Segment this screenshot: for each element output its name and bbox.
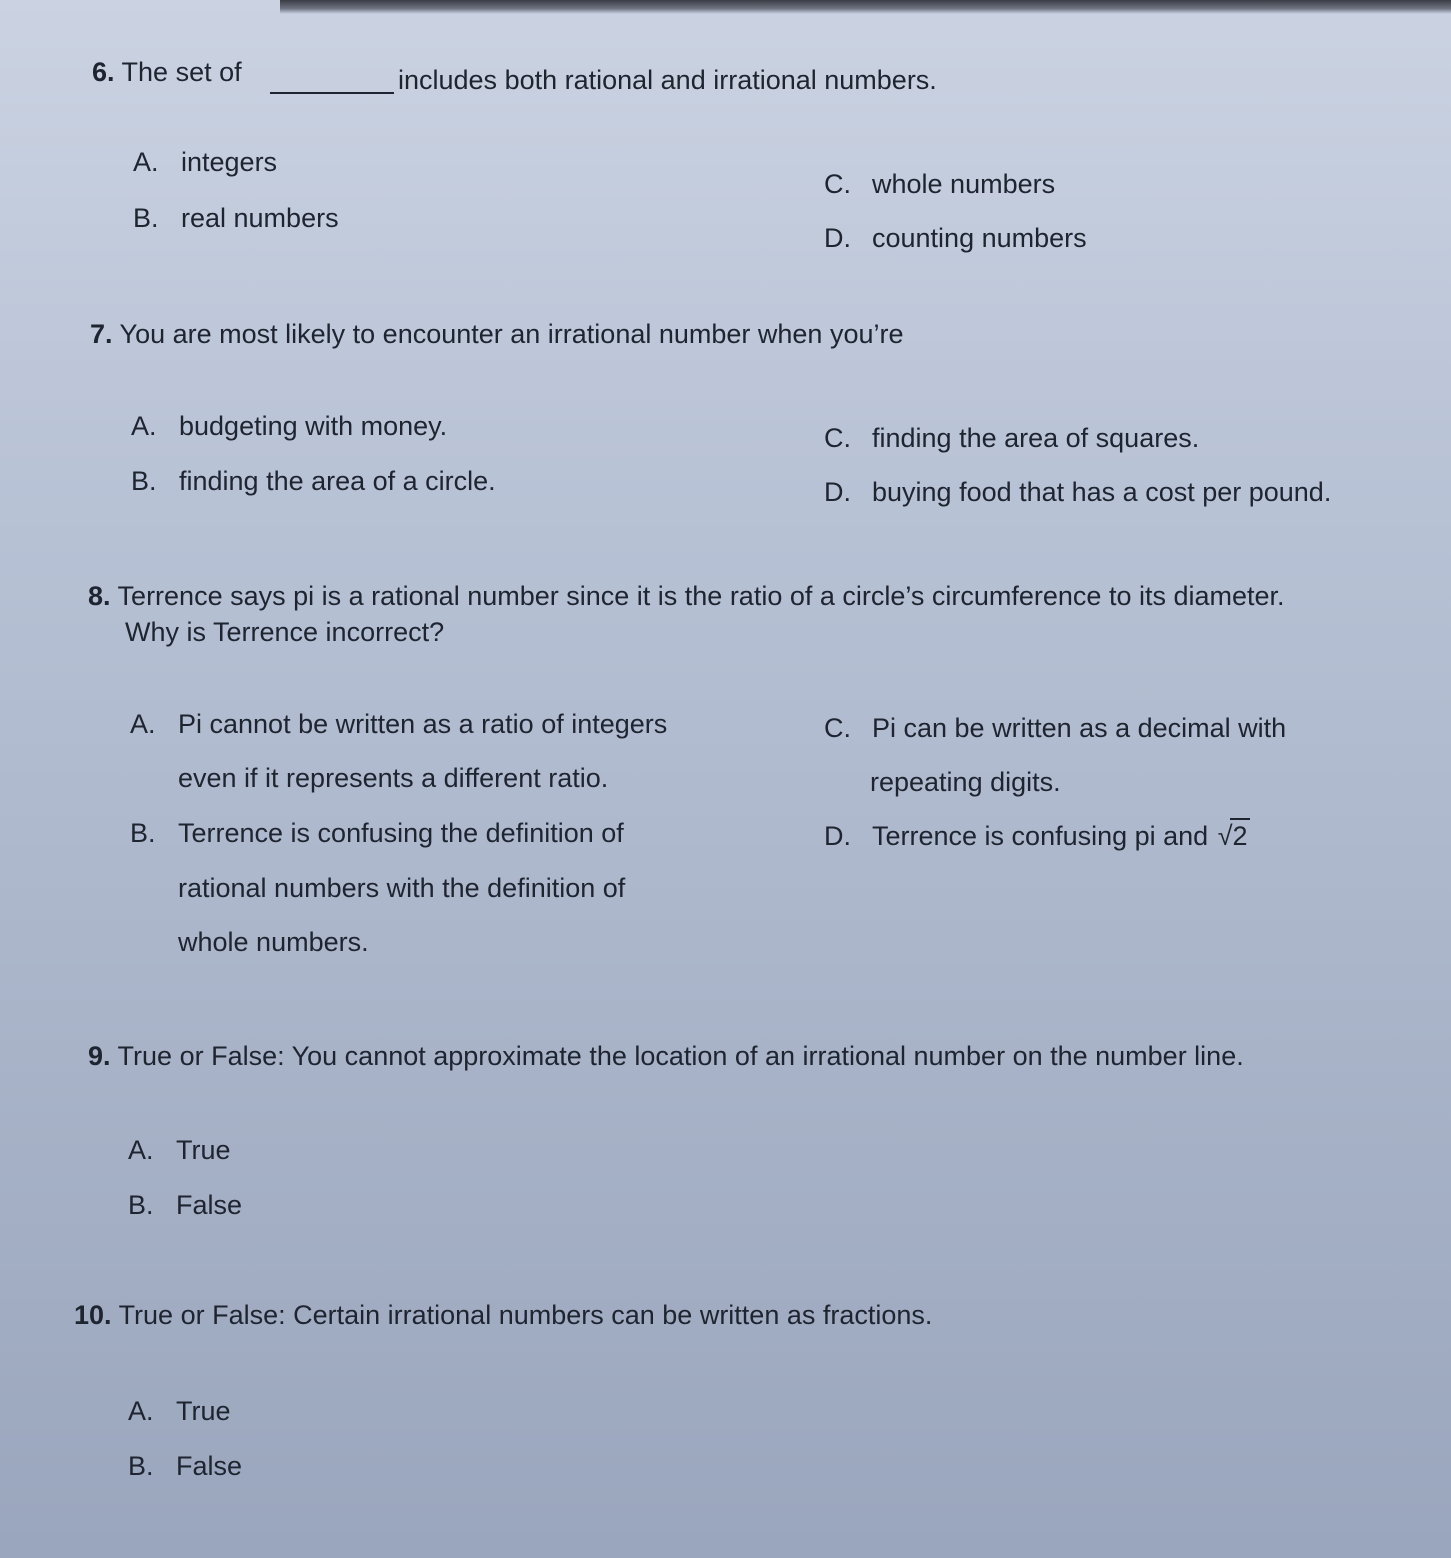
question-text: You are most likely to encounter an irrational number when you’re — [119, 319, 904, 349]
option-9b[interactable] — [128, 1189, 242, 1221]
option-8b-line3: whole numbers. — [178, 927, 369, 957]
option-8b[interactable] — [130, 817, 624, 849]
option-text: finding the area of a circle. — [179, 466, 496, 496]
question-6-prompt — [92, 56, 242, 88]
question-text-after-blank: includes both rational and irrational numbers. — [398, 65, 937, 95]
option-text: Terrence is confusing pi and — [872, 821, 1209, 851]
option-8c[interactable] — [824, 712, 1286, 744]
option-8a-line2: even if it represents a different ratio. — [178, 763, 609, 793]
option-letter: C. — [824, 423, 851, 453]
question-number: 7. — [90, 319, 113, 349]
question-7-prompt — [90, 318, 903, 350]
question-9-prompt — [88, 1040, 1244, 1072]
question-8-prompt-line2: Why is Terrence incorrect? — [125, 617, 445, 647]
paper-top-edge-shadow — [280, 0, 1451, 14]
question-number: 10. — [74, 1300, 112, 1330]
option-text: False — [176, 1190, 243, 1220]
option-letter: C. — [824, 169, 851, 199]
option-text: budgeting with money. — [179, 411, 448, 441]
question-text: Terrence says pi is a rational number since it is the ratio of a circle’s circumference to its diameter. — [117, 581, 1285, 611]
question-text-before-blank: The set of — [121, 57, 242, 87]
option-8b-line2: rational numbers with the definition of — [178, 873, 626, 903]
radical-overline — [1230, 818, 1250, 820]
option-7a[interactable] — [131, 410, 447, 442]
option-text: integers — [181, 147, 278, 177]
option-text: real numbers — [181, 203, 339, 233]
option-letter: B. — [128, 1190, 154, 1220]
option-letter: A. — [128, 1396, 154, 1426]
option-9a[interactable] — [128, 1134, 231, 1166]
option-7c[interactable] — [824, 422, 1199, 454]
option-10b[interactable] — [128, 1450, 242, 1482]
question-number: 8. — [88, 581, 111, 611]
option-text: finding the area of squares. — [872, 423, 1200, 453]
option-letter: B. — [131, 466, 157, 496]
question-number: 9. — [88, 1041, 111, 1071]
option-letter: C. — [824, 713, 851, 743]
option-text-line1: Pi can be written as a decimal with — [872, 713, 1287, 743]
question-8-prompt-line1 — [88, 580, 1285, 612]
option-text-line1: Terrence is confusing the definition of — [178, 818, 624, 848]
option-text-line1: Pi cannot be written as a ratio of integers — [178, 709, 668, 739]
answer-blank[interactable] — [270, 92, 394, 94]
option-8a[interactable] — [130, 708, 667, 740]
question-number: 6. — [92, 57, 115, 87]
option-text: buying food that has a cost per pound. — [872, 477, 1332, 507]
square-root-expression — [1216, 820, 1248, 852]
radicand: 2 — [1232, 821, 1248, 851]
option-6d[interactable] — [824, 222, 1087, 254]
option-6a[interactable] — [133, 146, 277, 178]
option-10a[interactable] — [128, 1395, 231, 1427]
option-letter: A. — [133, 147, 159, 177]
option-6c[interactable] — [824, 168, 1055, 200]
option-text: True — [176, 1396, 231, 1426]
option-text: whole numbers — [872, 169, 1056, 199]
option-letter: D. — [824, 477, 851, 507]
option-letter: A. — [130, 709, 156, 739]
option-letter: D. — [824, 821, 851, 851]
option-letter: B. — [128, 1451, 154, 1481]
question-10-prompt — [74, 1299, 932, 1331]
question-text: True or False: Certain irrational numbers can be written as fractions. — [118, 1300, 933, 1330]
option-letter: A. — [131, 411, 157, 441]
option-text: False — [176, 1451, 243, 1481]
option-6b[interactable] — [133, 202, 339, 234]
option-7b[interactable] — [131, 465, 496, 497]
option-7d[interactable] — [824, 476, 1331, 508]
question-text: True or False: You cannot approximate the location of an irrational number on the number line. — [117, 1041, 1244, 1071]
option-8d[interactable] — [824, 820, 1248, 852]
option-letter: B. — [133, 203, 159, 233]
option-letter: D. — [824, 223, 851, 253]
radical-sign: √ — [1217, 821, 1233, 851]
option-letter: B. — [130, 818, 156, 848]
option-8c-line2: repeating digits. — [870, 767, 1061, 797]
option-text: counting numbers — [872, 223, 1087, 253]
option-letter: A. — [128, 1135, 154, 1165]
option-text: True — [176, 1135, 231, 1165]
